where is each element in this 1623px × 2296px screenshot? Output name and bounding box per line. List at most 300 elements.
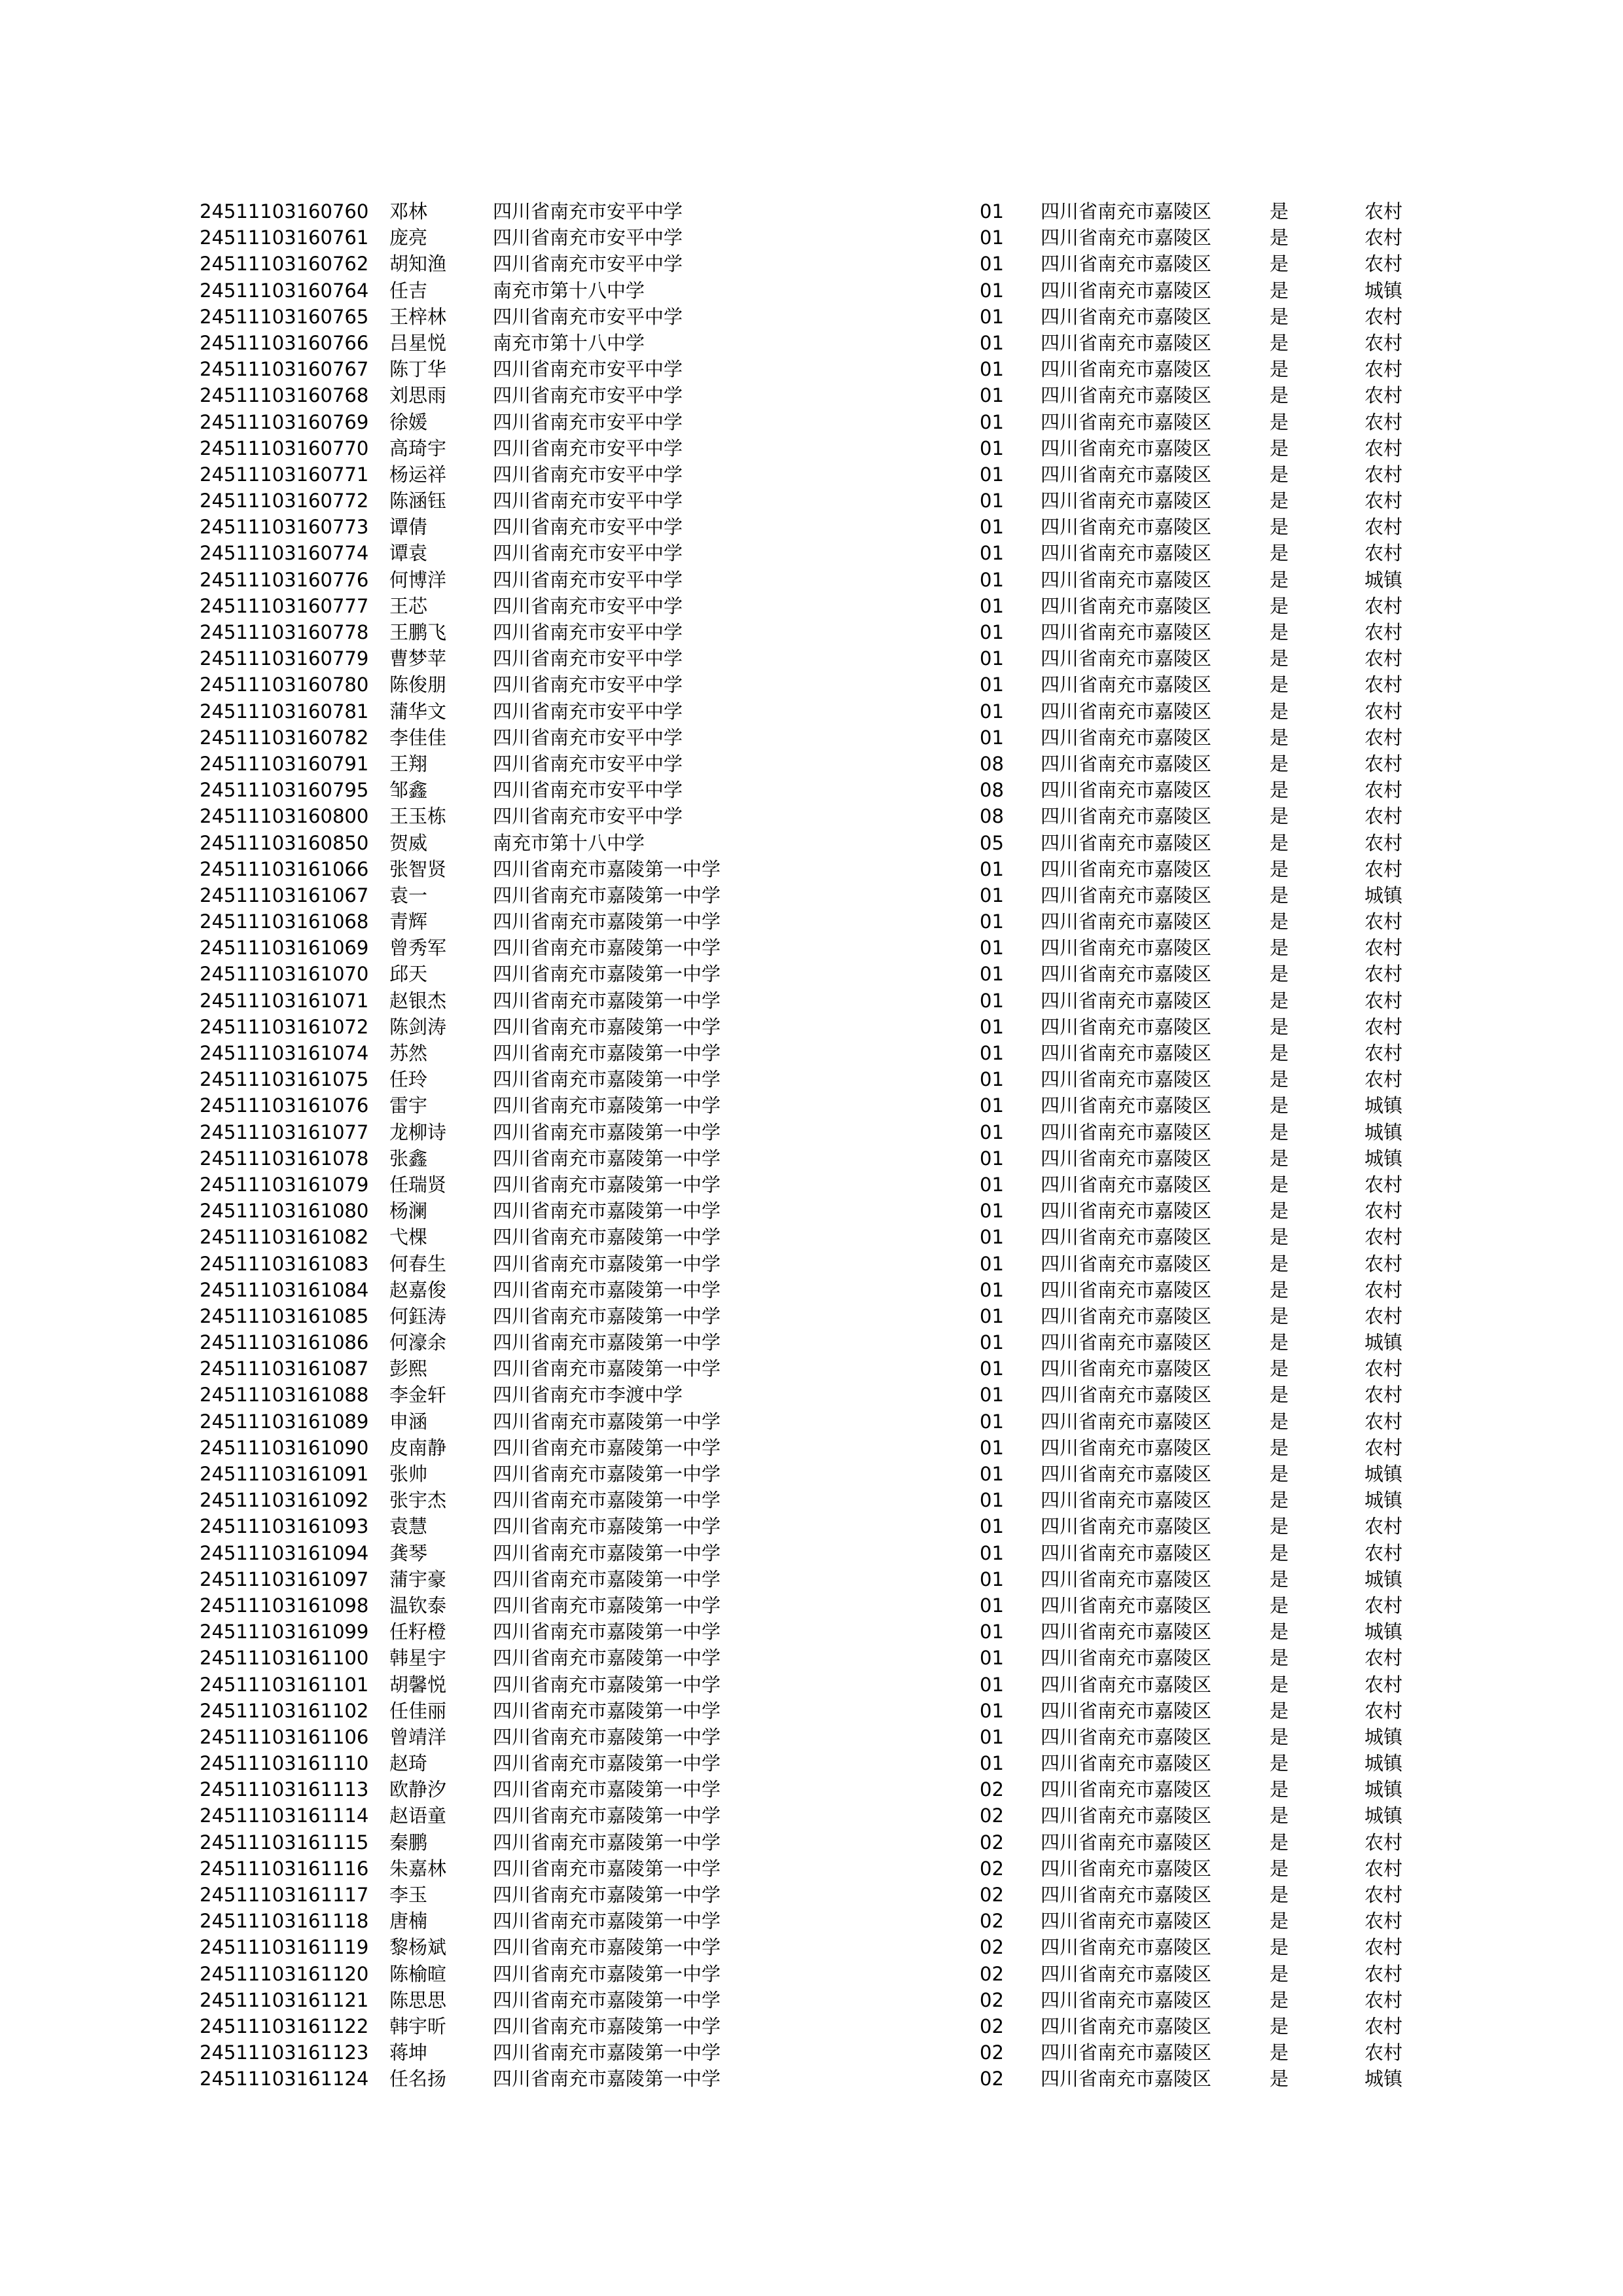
- table-row: [200, 1277, 1443, 1303]
- table-row: [200, 908, 1443, 935]
- student-name: 杨澜: [389, 1200, 428, 1223]
- student-name: 弋棵: [389, 1226, 428, 1249]
- residence-type: 农村: [1364, 647, 1403, 670]
- table-row: [200, 1329, 1443, 1355]
- residence-type: 农村: [1364, 1831, 1403, 1854]
- student-name: 袁慧: [389, 1515, 428, 1538]
- region: 四川省南充市嘉陵区: [1041, 779, 1212, 802]
- region: 四川省南充市嘉陵区: [1041, 1278, 1212, 1301]
- region: 四川省南充市嘉陵区: [1041, 490, 1212, 512]
- eligibility-flag: 是: [1270, 1647, 1289, 1670]
- category-code: 01: [980, 1436, 1004, 1459]
- student-name: 王翔: [389, 752, 428, 775]
- residence-type: 农村: [1364, 779, 1403, 802]
- school-name: 四川省南充市嘉陵第一中学: [493, 1489, 721, 1512]
- exam-number: 24511103160773: [200, 516, 369, 539]
- exam-number: 24511103160771: [200, 463, 369, 486]
- eligibility-flag: 是: [1270, 1410, 1289, 1433]
- eligibility-flag: 是: [1270, 673, 1289, 696]
- residence-type: 农村: [1364, 1357, 1403, 1380]
- school-name: 四川省南充市嘉陵第一中学: [493, 1278, 721, 1301]
- exam-number: 24511103161123: [200, 2041, 369, 2064]
- eligibility-flag: 是: [1270, 226, 1289, 249]
- school-name: 四川省南充市安平中学: [493, 200, 683, 223]
- eligibility-flag: 是: [1270, 1699, 1289, 1722]
- school-name: 四川省南充市安平中学: [493, 594, 683, 617]
- student-name: 赵琦: [389, 1752, 428, 1775]
- residence-type: 农村: [1364, 2041, 1403, 2064]
- eligibility-flag: 是: [1270, 305, 1289, 328]
- category-code: 01: [980, 647, 1004, 670]
- table-row: [200, 1776, 1443, 1803]
- table-row: [200, 1750, 1443, 1776]
- school-name: 四川省南充市嘉陵第一中学: [493, 1725, 721, 1748]
- table-row: [200, 1513, 1443, 1539]
- table-row: [200, 1645, 1443, 1671]
- table-row: [200, 304, 1443, 330]
- table-row: [200, 1934, 1443, 1960]
- eligibility-flag: 是: [1270, 253, 1289, 276]
- region: 四川省南充市嘉陵区: [1041, 253, 1212, 276]
- table-row: [200, 619, 1443, 645]
- exam-number: 24511103160776: [200, 568, 369, 591]
- region: 四川省南充市嘉陵区: [1041, 621, 1212, 643]
- school-name: 四川省南充市嘉陵第一中学: [493, 1884, 721, 1906]
- region: 四川省南充市嘉陵区: [1041, 200, 1212, 223]
- school-name: 南充市第十八中学: [493, 831, 645, 854]
- region: 四川省南充市嘉陵区: [1041, 1857, 1212, 1880]
- region: 四川省南充市嘉陵区: [1041, 1621, 1212, 1643]
- table-row: [200, 1119, 1443, 1145]
- school-name: 四川省南充市嘉陵第一中学: [493, 1568, 721, 1590]
- region: 四川省南充市嘉陵区: [1041, 963, 1212, 986]
- category-code: 01: [980, 726, 1004, 749]
- eligibility-flag: 是: [1270, 1200, 1289, 1223]
- school-name: 四川省南充市嘉陵第一中学: [493, 1594, 721, 1617]
- residence-type: 农村: [1364, 1936, 1403, 1959]
- student-name: 陈剑涛: [389, 1015, 447, 1038]
- student-name: 胡馨悦: [389, 1673, 447, 1696]
- student-name: 邹鑫: [389, 779, 428, 802]
- eligibility-flag: 是: [1270, 1015, 1289, 1038]
- school-name: 四川省南充市嘉陵第一中学: [493, 1831, 721, 1854]
- region: 四川省南充市嘉陵区: [1041, 2015, 1212, 2037]
- eligibility-flag: 是: [1270, 1541, 1289, 1564]
- school-name: 四川省南充市嘉陵第一中学: [493, 857, 721, 880]
- student-name: 张智贤: [389, 857, 447, 880]
- region: 四川省南充市嘉陵区: [1041, 1489, 1212, 1512]
- student-name: 青辉: [389, 910, 428, 933]
- exam-number: 24511103160770: [200, 437, 369, 459]
- student-name: 张鑫: [389, 1147, 428, 1170]
- table-row: [200, 1066, 1443, 1092]
- residence-type: 农村: [1364, 621, 1403, 643]
- residence-type: 城镇: [1364, 1489, 1403, 1512]
- school-name: 四川省南充市李渡中学: [493, 1384, 683, 1407]
- student-name: 朱嘉林: [389, 1857, 447, 1880]
- exam-number: 24511103160779: [200, 647, 369, 670]
- region: 四川省南充市嘉陵区: [1041, 1463, 1212, 1485]
- table-row: [200, 1592, 1443, 1619]
- eligibility-flag: 是: [1270, 410, 1289, 433]
- school-name: 四川省南充市嘉陵第一中学: [493, 1804, 721, 1827]
- student-name: 曾靖洋: [389, 1725, 447, 1748]
- school-name: 四川省南充市嘉陵第一中学: [493, 1621, 721, 1643]
- exam-number: 24511103160800: [200, 805, 369, 828]
- category-code: 02: [980, 2015, 1004, 2037]
- category-code: 01: [980, 331, 1004, 354]
- region: 四川省南充市嘉陵区: [1041, 1910, 1212, 1933]
- exam-number: 24511103161080: [200, 1200, 369, 1223]
- region: 四川省南充市嘉陵区: [1041, 1094, 1212, 1117]
- region: 四川省南充市嘉陵区: [1041, 226, 1212, 249]
- category-code: 02: [980, 1962, 1004, 1985]
- exam-number: 24511103161070: [200, 963, 369, 986]
- residence-type: 农村: [1364, 1436, 1403, 1459]
- table-row: [200, 698, 1443, 725]
- table-row: [200, 1172, 1443, 1198]
- residence-type: 城镇: [1364, 1804, 1403, 1827]
- exam-number: 24511103161117: [200, 1884, 369, 1906]
- table-row: [200, 1829, 1443, 1856]
- region: 四川省南充市嘉陵区: [1041, 2041, 1212, 2064]
- residence-type: 城镇: [1364, 1752, 1403, 1775]
- eligibility-flag: 是: [1270, 831, 1289, 854]
- exam-number: 24511103161076: [200, 1094, 369, 1117]
- region: 四川省南充市嘉陵区: [1041, 1725, 1212, 1748]
- student-name: 龚琴: [389, 1541, 428, 1564]
- residence-type: 农村: [1364, 384, 1403, 407]
- exam-number: 24511103161066: [200, 857, 369, 880]
- residence-type: 农村: [1364, 1857, 1403, 1880]
- eligibility-flag: 是: [1270, 910, 1289, 933]
- table-row: [200, 830, 1443, 856]
- school-name: 四川省南充市嘉陵第一中学: [493, 1647, 721, 1670]
- residence-type: 城镇: [1364, 279, 1403, 302]
- residence-type: 农村: [1364, 1200, 1403, 1223]
- table-row: [200, 198, 1443, 224]
- eligibility-flag: 是: [1270, 463, 1289, 486]
- table-row: [200, 988, 1443, 1014]
- table-row: [200, 1251, 1443, 1277]
- table-row: [200, 1672, 1443, 1698]
- eligibility-flag: 是: [1270, 1857, 1289, 1880]
- category-code: 01: [980, 384, 1004, 407]
- region: 四川省南充市嘉陵区: [1041, 358, 1212, 381]
- table-row: [200, 882, 1443, 908]
- student-name: 陈俊朋: [389, 673, 447, 696]
- region: 四川省南充市嘉陵区: [1041, 805, 1212, 828]
- exam-number: 24511103161099: [200, 1621, 369, 1643]
- region: 四川省南充市嘉陵区: [1041, 1068, 1212, 1091]
- exam-number: 24511103161077: [200, 1121, 369, 1143]
- table-row: [200, 1355, 1443, 1382]
- exam-number: 24511103161091: [200, 1463, 369, 1485]
- region: 四川省南充市嘉陵区: [1041, 279, 1212, 302]
- table-row: [200, 2039, 1443, 2066]
- category-code: 01: [980, 1463, 1004, 1485]
- roster-table: [200, 198, 1443, 2092]
- eligibility-flag: 是: [1270, 1489, 1289, 1512]
- table-row: [200, 1303, 1443, 1329]
- student-name: 谭袁: [389, 542, 428, 565]
- exam-number: 24511103160762: [200, 253, 369, 276]
- student-name: 曹梦苹: [389, 647, 447, 670]
- residence-type: 农村: [1364, 1988, 1403, 2011]
- table-row: [200, 1382, 1443, 1408]
- exam-number: 24511103160764: [200, 279, 369, 302]
- table-row: [200, 251, 1443, 277]
- region: 四川省南充市嘉陵区: [1041, 937, 1212, 960]
- student-name: 任佳丽: [389, 1699, 447, 1722]
- region: 四川省南充市嘉陵区: [1041, 1752, 1212, 1775]
- eligibility-flag: 是: [1270, 1121, 1289, 1143]
- category-code: 01: [980, 463, 1004, 486]
- category-code: 01: [980, 857, 1004, 880]
- eligibility-flag: 是: [1270, 1173, 1289, 1196]
- exam-number: 24511103161100: [200, 1647, 369, 1670]
- exam-number: 24511103161119: [200, 1936, 369, 1959]
- category-code: 08: [980, 752, 1004, 775]
- student-name: 李佳佳: [389, 726, 447, 749]
- residence-type: 农村: [1364, 1910, 1403, 1933]
- residence-type: 农村: [1364, 989, 1403, 1012]
- residence-type: 城镇: [1364, 1725, 1403, 1748]
- category-code: 01: [980, 516, 1004, 539]
- school-name: 四川省南充市嘉陵第一中学: [493, 989, 721, 1012]
- eligibility-flag: 是: [1270, 1621, 1289, 1643]
- region: 四川省南充市嘉陵区: [1041, 1173, 1212, 1196]
- school-name: 四川省南充市安平中学: [493, 673, 683, 696]
- category-code: 01: [980, 1200, 1004, 1223]
- category-code: 01: [980, 937, 1004, 960]
- residence-type: 农村: [1364, 1173, 1403, 1196]
- exam-number: 24511103160761: [200, 226, 369, 249]
- region: 四川省南充市嘉陵区: [1041, 1515, 1212, 1538]
- table-row: [200, 278, 1443, 304]
- eligibility-flag: 是: [1270, 2068, 1289, 2090]
- category-code: 05: [980, 831, 1004, 854]
- residence-type: 城镇: [1364, 1331, 1403, 1354]
- student-name: 任名扬: [389, 2068, 447, 2090]
- region: 四川省南充市嘉陵区: [1041, 1304, 1212, 1327]
- region: 四川省南充市嘉陵区: [1041, 1962, 1212, 1985]
- exam-number: 24511103160766: [200, 331, 369, 354]
- student-name: 胡知渔: [389, 253, 447, 276]
- region: 四川省南充市嘉陵区: [1041, 989, 1212, 1012]
- eligibility-flag: 是: [1270, 1594, 1289, 1617]
- school-name: 四川省南充市嘉陵第一中学: [493, 1541, 721, 1564]
- school-name: 四川省南充市安平中学: [493, 226, 683, 249]
- student-name: 王鹏飞: [389, 621, 447, 643]
- school-name: 四川省南充市嘉陵第一中学: [493, 1699, 721, 1722]
- school-name: 四川省南充市嘉陵第一中学: [493, 2041, 721, 2064]
- residence-type: 农村: [1364, 1226, 1403, 1249]
- student-name: 何濠余: [389, 1331, 447, 1354]
- exam-number: 24511103160795: [200, 779, 369, 802]
- student-name: 陈涵钰: [389, 490, 447, 512]
- region: 四川省南充市嘉陵区: [1041, 1884, 1212, 1906]
- category-code: 02: [980, 2041, 1004, 2064]
- student-name: 赵银杰: [389, 989, 447, 1012]
- region: 四川省南充市嘉陵区: [1041, 1042, 1212, 1064]
- residence-type: 城镇: [1364, 1121, 1403, 1143]
- residence-type: 农村: [1364, 305, 1403, 328]
- table-row: [200, 645, 1443, 672]
- school-name: 四川省南充市嘉陵第一中学: [493, 1094, 721, 1117]
- table-row: [200, 435, 1443, 461]
- table-row: [200, 1961, 1443, 1987]
- eligibility-flag: 是: [1270, 1463, 1289, 1485]
- category-code: 01: [980, 1094, 1004, 1117]
- student-name: 张帅: [389, 1463, 428, 1485]
- exam-number: 24511103160774: [200, 542, 369, 565]
- exam-number: 24511103161088: [200, 1384, 369, 1407]
- category-code: 01: [980, 594, 1004, 617]
- exam-number: 24511103160760: [200, 200, 369, 223]
- eligibility-flag: 是: [1270, 1831, 1289, 1854]
- eligibility-flag: 是: [1270, 279, 1289, 302]
- table-row: [200, 1698, 1443, 1724]
- exam-number: 24511103161101: [200, 1673, 369, 1696]
- region: 四川省南充市嘉陵区: [1041, 1357, 1212, 1380]
- table-row: [200, 725, 1443, 751]
- residence-type: 城镇: [1364, 884, 1403, 906]
- table-row: [200, 461, 1443, 488]
- region: 四川省南充市嘉陵区: [1041, 910, 1212, 933]
- table-row: [200, 1487, 1443, 1513]
- residence-type: 城镇: [1364, 1147, 1403, 1170]
- residence-type: 农村: [1364, 726, 1403, 749]
- category-code: 01: [980, 1252, 1004, 1275]
- category-code: 02: [980, 1910, 1004, 1933]
- table-row: [200, 1145, 1443, 1172]
- eligibility-flag: 是: [1270, 1725, 1289, 1748]
- category-code: 01: [980, 1068, 1004, 1091]
- eligibility-flag: 是: [1270, 1147, 1289, 1170]
- school-name: 四川省南充市安平中学: [493, 542, 683, 565]
- school-name: 四川省南充市安平中学: [493, 726, 683, 749]
- eligibility-flag: 是: [1270, 1304, 1289, 1327]
- region: 四川省南充市嘉陵区: [1041, 700, 1212, 723]
- school-name: 四川省南充市嘉陵第一中学: [493, 2068, 721, 2090]
- table-row: [200, 224, 1443, 251]
- student-name: 邓林: [389, 200, 428, 223]
- table-row: [200, 382, 1443, 408]
- residence-type: 农村: [1364, 1384, 1403, 1407]
- region: 四川省南充市嘉陵区: [1041, 857, 1212, 880]
- category-code: 02: [980, 1884, 1004, 1906]
- student-name: 申涵: [389, 1410, 428, 1433]
- region: 四川省南充市嘉陵区: [1041, 1804, 1212, 1827]
- eligibility-flag: 是: [1270, 1042, 1289, 1064]
- region: 四川省南充市嘉陵区: [1041, 647, 1212, 670]
- region: 四川省南充市嘉陵区: [1041, 1831, 1212, 1854]
- school-name: 四川省南充市安平中学: [493, 647, 683, 670]
- region: 四川省南充市嘉陵区: [1041, 1436, 1212, 1459]
- eligibility-flag: 是: [1270, 1094, 1289, 1117]
- residence-type: 城镇: [1364, 1463, 1403, 1485]
- table-row: [200, 1540, 1443, 1566]
- residence-type: 农村: [1364, 1278, 1403, 1301]
- eligibility-flag: 是: [1270, 1436, 1289, 1459]
- eligibility-flag: 是: [1270, 1515, 1289, 1538]
- school-name: 四川省南充市嘉陵第一中学: [493, 1252, 721, 1275]
- student-name: 高琦宇: [389, 437, 447, 459]
- residence-type: 农村: [1364, 437, 1403, 459]
- eligibility-flag: 是: [1270, 437, 1289, 459]
- region: 四川省南充市嘉陵区: [1041, 410, 1212, 433]
- table-row: [200, 488, 1443, 514]
- region: 四川省南充市嘉陵区: [1041, 1778, 1212, 1801]
- category-code: 01: [980, 1226, 1004, 1249]
- eligibility-flag: 是: [1270, 1384, 1289, 1407]
- eligibility-flag: 是: [1270, 1226, 1289, 1249]
- eligibility-flag: 是: [1270, 726, 1289, 749]
- category-code: 02: [980, 1857, 1004, 1880]
- region: 四川省南充市嘉陵区: [1041, 1252, 1212, 1275]
- exam-number: 24511103160780: [200, 673, 369, 696]
- eligibility-flag: 是: [1270, 1778, 1289, 1801]
- category-code: 01: [980, 437, 1004, 459]
- student-name: 曾秀军: [389, 937, 447, 960]
- school-name: 四川省南充市嘉陵第一中学: [493, 884, 721, 906]
- residence-type: 农村: [1364, 1515, 1403, 1538]
- student-name: 秦鹏: [389, 1831, 428, 1854]
- student-name: 唐楠: [389, 1910, 428, 1933]
- residence-type: 农村: [1364, 1410, 1403, 1433]
- region: 四川省南充市嘉陵区: [1041, 1673, 1212, 1696]
- table-row: [200, 1987, 1443, 2013]
- exam-number: 24511103160781: [200, 700, 369, 723]
- region: 四川省南充市嘉陵区: [1041, 568, 1212, 591]
- table-row: [200, 1198, 1443, 1224]
- school-name: 四川省南充市嘉陵第一中学: [493, 1121, 721, 1143]
- school-name: 四川省南充市安平中学: [493, 253, 683, 276]
- table-row: [200, 1908, 1443, 1934]
- residence-type: 农村: [1364, 963, 1403, 986]
- table-row: [200, 1724, 1443, 1750]
- category-code: 01: [980, 279, 1004, 302]
- table-row: [200, 751, 1443, 777]
- table-row: [200, 1224, 1443, 1250]
- school-name: 四川省南充市嘉陵第一中学: [493, 1936, 721, 1959]
- school-name: 四川省南充市嘉陵第一中学: [493, 1436, 721, 1459]
- eligibility-flag: 是: [1270, 594, 1289, 617]
- eligibility-flag: 是: [1270, 2041, 1289, 2064]
- category-code: 01: [980, 305, 1004, 328]
- eligibility-flag: 是: [1270, 647, 1289, 670]
- student-name: 温钦泰: [389, 1594, 447, 1617]
- exam-number: 24511103161114: [200, 1804, 369, 1827]
- school-name: 四川省南充市安平中学: [493, 621, 683, 643]
- category-code: 01: [980, 621, 1004, 643]
- exam-number: 24511103161097: [200, 1568, 369, 1590]
- category-code: 01: [980, 1515, 1004, 1538]
- school-name: 南充市第十八中学: [493, 279, 645, 302]
- category-code: 01: [980, 226, 1004, 249]
- eligibility-flag: 是: [1270, 331, 1289, 354]
- exam-number: 24511103160778: [200, 621, 369, 643]
- category-code: 01: [980, 490, 1004, 512]
- school-name: 四川省南充市安平中学: [493, 463, 683, 486]
- school-name: 四川省南充市嘉陵第一中学: [493, 1910, 721, 1933]
- exam-number: 24511103161072: [200, 1015, 369, 1038]
- student-name: 王玉栋: [389, 805, 447, 828]
- eligibility-flag: 是: [1270, 779, 1289, 802]
- exam-number: 24511103161093: [200, 1515, 369, 1538]
- student-name: 徐媛: [389, 410, 428, 433]
